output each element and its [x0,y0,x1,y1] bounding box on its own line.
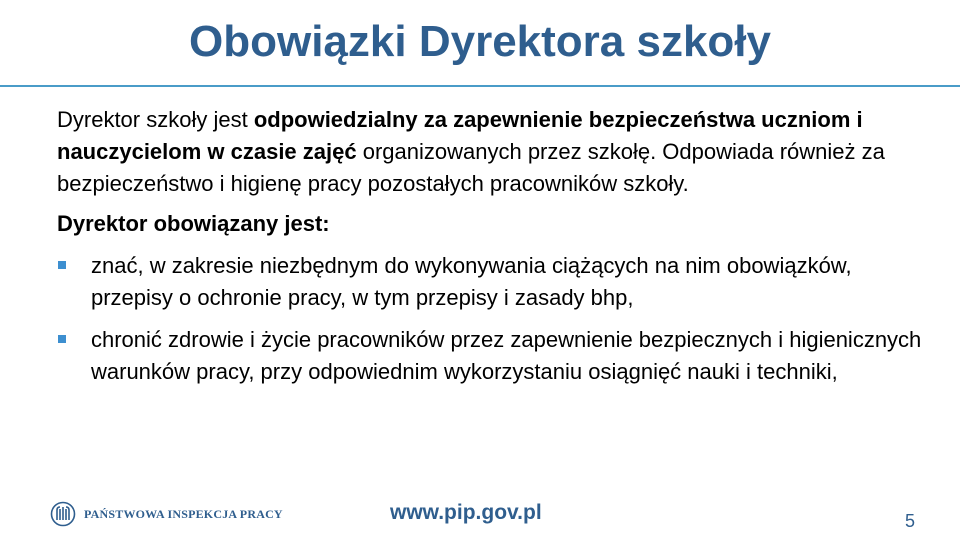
intro-text-end: organizowanych przez szkołę. Odpowiada również za bezpieczeństwo i higienę pracy pozostałych pracowników szkoły. [57,139,885,196]
intro-text-start: Dyrektor szkoły jest [57,107,254,132]
title-divider [0,85,960,87]
website-link[interactable]: www.pip.gov.pl [390,501,542,524]
logo-text: PAŃSTWOWA INSPEKCJA PRACY [84,506,283,521]
duty-item [57,250,937,314]
slide-content [57,104,937,388]
pip-emblem-icon [50,501,76,527]
slide-title: Obowiązki Dyrektora szkoły [189,17,771,66]
duty-text: znać, w zakresie niezbędnym do wykonywania ciążących na nim obowiązków, przepisy o ochronie pracy, w tym przepisy i zasady bhp, [91,253,852,310]
square-bullet-icon [58,335,66,343]
page-number: 5 [905,511,916,531]
intro-bold-text: odpowiedzialny za zapewnienie bezpieczeństwa uczniom i nauczycielom w czasie zajęć [57,107,863,164]
duty-text: chronić zdrowie i życie pracowników przez zapewnienie bezpiecznych i higienicznych warunków pracy, przy odpowiednim wykorzystaniu osiągnięć nauki i techniki, [91,327,922,384]
duties-list [57,250,937,388]
duties-heading: Dyrektor obowiązany jest: [57,211,330,236]
square-bullet-icon [58,261,66,269]
pip-logo [50,499,283,529]
duty-item [57,324,937,388]
intro-paragraph [57,104,937,200]
